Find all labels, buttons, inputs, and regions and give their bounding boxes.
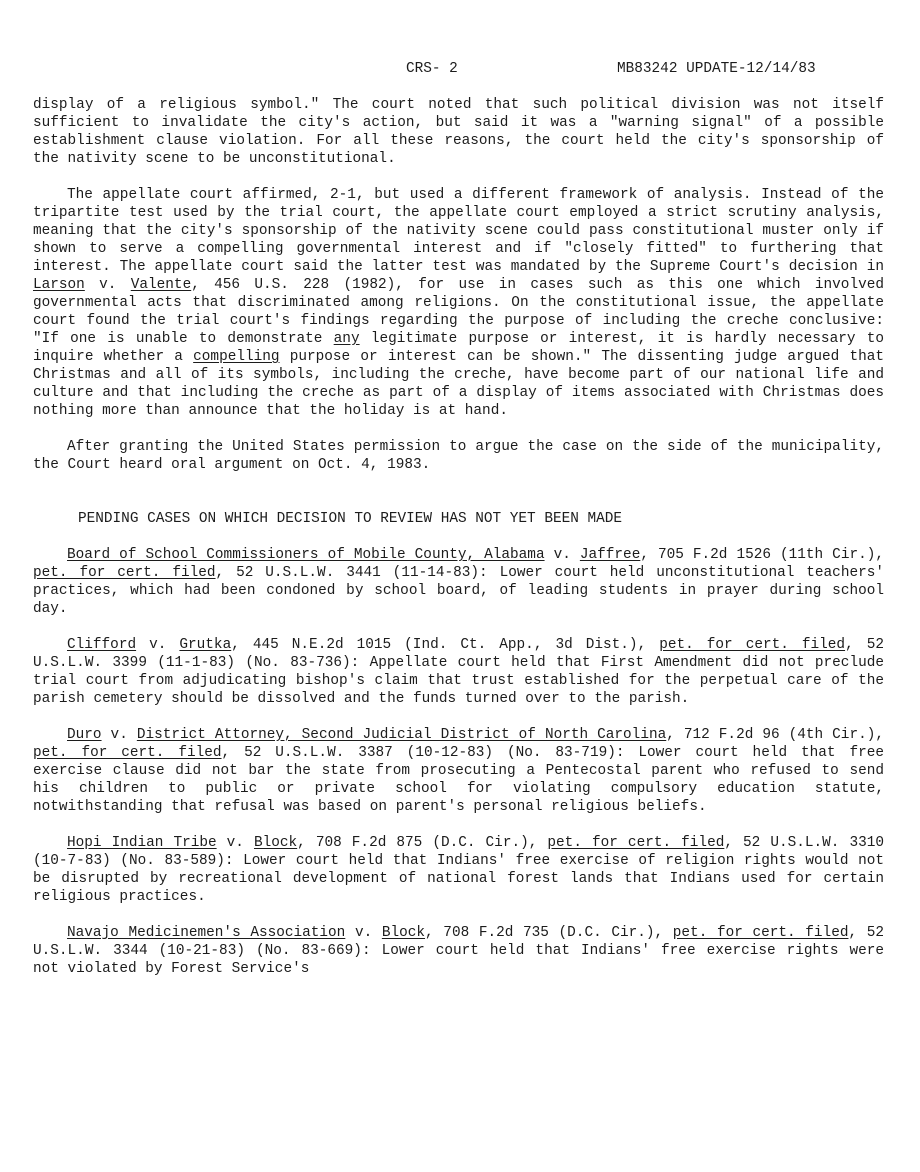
section-heading: PENDING CASES ON WHICH DECISION TO REVIEW HAS NOT YET BEEN MADE (78, 511, 623, 527)
document-body (33, 96, 884, 978)
case-entry: Board of School Commissioners of Mobile County, Alabama v. Jaffree, 705 F.2d 1526 (11th Cir.), pet. for cert. filed, 52 U.S.L.W. 3441 (11-14-83): Lower court held unconstitutional teachers' practices, which had been condoned by school board, of leading students in prayer during school day. (33, 547, 884, 617)
case-status: pet. for cert. filed (33, 565, 216, 581)
case-party-1: Navajo Medicinemen's Association (67, 925, 346, 941)
case-entry: Clifford v. Grutka, 445 N.E.2d 1015 (Ind. Ct. App., 3d Dist.), pet. for cert. filed, 52 U.S.L.W. 3399 (11-1-83) (No. 83-736): Appellate court held that First Amendment did not preclude trial court from adjudicating bishop's claim that trust established for the perpetual care of the parish cemetery should be dissolved and the funds turned over to the parish. (33, 637, 884, 707)
case-status: pet. for cert. filed (659, 637, 846, 653)
report-id: MB83242 UPDATE-12/14/83 (617, 61, 816, 77)
case-party-1: Board of School Commissioners of Mobile County, Alabama (67, 547, 545, 563)
case-name-valente: Valente (130, 277, 192, 293)
emphasis-compelling: compelling (193, 349, 280, 365)
case-entry: Hopi Indian Tribe v. Block, 708 F.2d 875 (D.C. Cir.), pet. for cert. filed, 52 U.S.L.W. 3310 (10-7-83) (No. 83-589): Lower court held that Indians' free exercise of religion rights would not be disrupted by recreational development of national forest lands that Indians used for certain religious practices. (33, 835, 885, 905)
case-party-1: Hopi Indian Tribe (67, 835, 217, 851)
case-entry: Navajo Medicinemen's Association v. Block, 708 F.2d 735 (D.C. Cir.), pet. for cert. filed, 52 U.S.L.W. 3344 (10-21-83) (No. 83-669): Lower court held that Indians' free exercise rights were not violated by Forest Service's (33, 925, 884, 977)
case-status: pet. for cert. filed (672, 925, 849, 941)
case-status: pet. for cert. filed (33, 745, 222, 761)
paragraph-continuation: display of a religious symbol." The court noted that such political division was not itself sufficient to invalidate the city's action, but said it was a "warning signal" of a possible establishment clause violation. For all these reasons, the court held the city's sponsorship of the nativity scene to be unconstitutional. (33, 97, 884, 167)
case-party-2: Jaffree (579, 547, 641, 563)
case-entry: Duro v. District Attorney, Second Judicial District of North Carolina, 712 F.2d 96 (4th Cir.), pet. for cert. filed, 52 U.S.L.W. 3387 (10-12-83) (No. 83-719): Lower court held that free exercise clause did not bar the state from prosecuting a Pentecostal parent who refused to send his children to public or private school for violating compulsory education statute, notwithstanding that refusal was based on parent's personal religious beliefs. (33, 727, 884, 815)
paragraph-oral-argument: After granting the United States permission to argue the case on the side of the municipality, the Court heard oral argument on Oct. 4, 1983. (33, 439, 884, 473)
case-name-larson: Larson (33, 277, 85, 293)
case-status: pet. for cert. filed (547, 835, 725, 851)
case-party-2: District Attorney, Second Judicial District of North Carolina (136, 727, 667, 743)
page-number: CRS- 2 (406, 61, 458, 77)
case-party-2: Block (253, 835, 298, 851)
case-party-2: Grutka (179, 637, 232, 653)
page-header (0, 60, 920, 78)
paragraph-appellate: The appellate court affirmed, 2-1, but used a different framework of analysis. Instead of the tripartite test used by the trial court, the appellate court employed a strict scrutiny analysis, meaning that the city's sponsorship of the nativity scene could pass constitutional muster only if shown to serve a compelling governmental interest and if "closely fitted" to furthering that interest. The appellate court said the latter test was mandated by the Supreme Court's decision in Larson v. Valente, 456 U.S. 228 (1982), for use in cases such as this one which involved governmental acts that discriminated among religions. On the constitutional issue, the appellate court found the trial court's findings regarding the purpose of including the creche conclusive: "If one is unable to demonstrate any legitimate purpose or interest, it is hardly necessary to inquire whether a compelling purpose or interest can be shown." The dissenting judge argued that Christmas and all of its symbols, including the creche, have become part of our national life and culture and that including the creche as part of a display of items associated with Christmas does nothing more than announce that the holiday is at hand. (33, 187, 884, 419)
case-party-1: Duro (67, 727, 102, 743)
case-party-2: Block (381, 925, 426, 941)
case-party-1: Clifford (67, 637, 137, 653)
emphasis-any: any (333, 331, 360, 347)
